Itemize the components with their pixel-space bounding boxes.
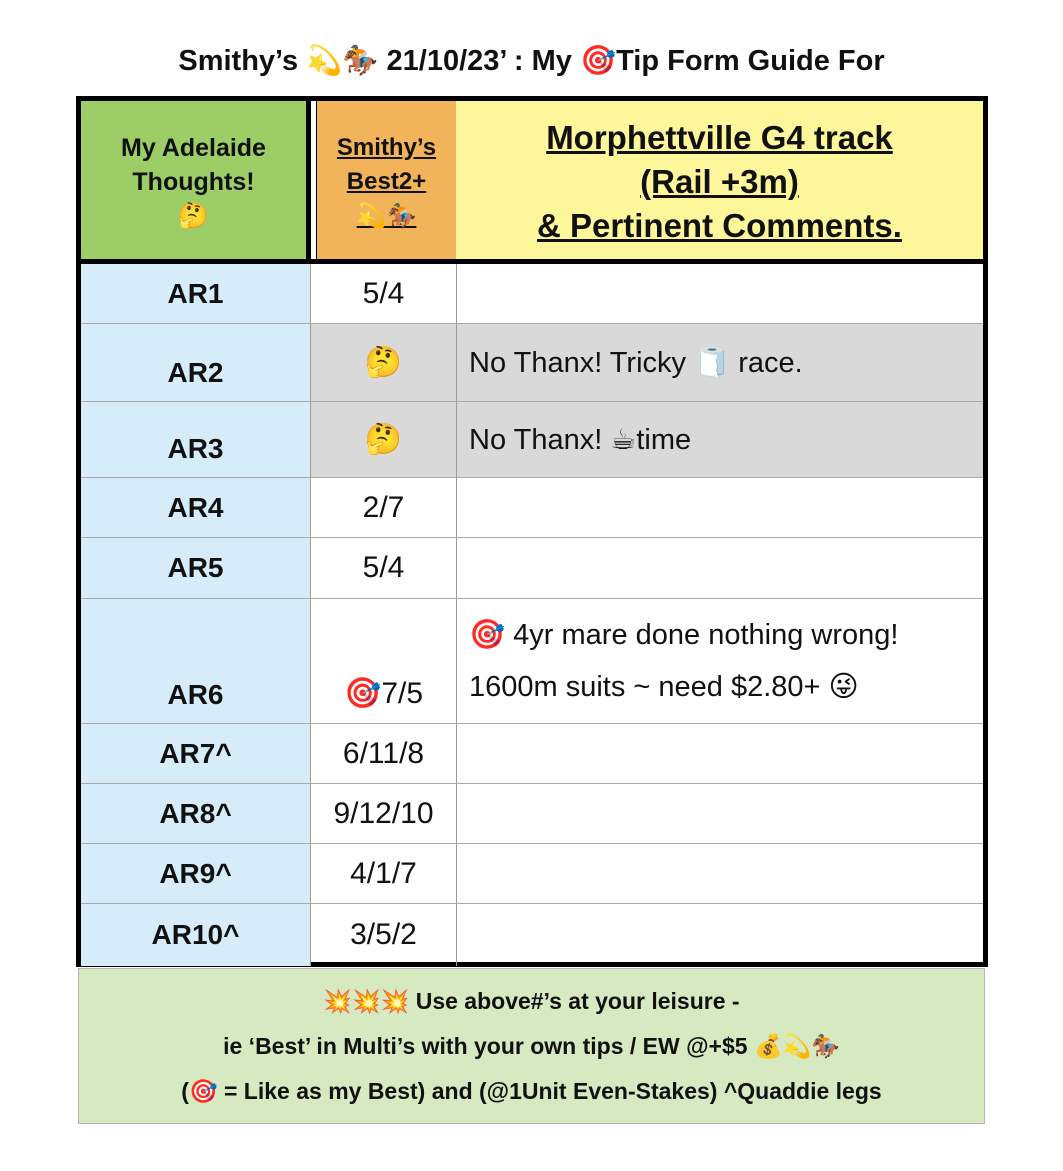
table-row — [81, 324, 983, 402]
header-thoughts-line2: Thoughts! — [132, 168, 255, 196]
race-comment-line: 1600m suits ~ need $2.80+ 😜 — [469, 671, 859, 703]
race-comment — [457, 402, 983, 477]
race-comment — [457, 844, 983, 903]
title-suffix: Tip Form Guide For — [616, 45, 885, 77]
best-picks: 3/5/2 — [311, 904, 457, 966]
race-comment — [457, 538, 983, 598]
best-picks: 🎯7/5 — [311, 599, 457, 723]
shooting-star-horse-racing-icon: 💫🏇 — [306, 43, 379, 77]
header-best-line2: Best2+ — [346, 168, 427, 195]
header-best-line1: Smithy’s — [336, 134, 437, 161]
race-comment — [457, 264, 983, 323]
shooting-star-horse-racing-icon: 💫🏇 — [356, 202, 417, 230]
target-icon: 🎯 — [579, 43, 617, 77]
thinking-face-icon: 🤔 — [177, 201, 210, 230]
best-picks: 4/1/7 — [311, 844, 457, 903]
race-comment — [457, 478, 983, 537]
best-picks: 6/11/8 — [311, 724, 457, 783]
thinking-face-icon: 🤔 — [311, 402, 457, 477]
race-comment-line: No Thanx! ☕time — [469, 423, 692, 456]
title-date: 21/10/23’ : My — [386, 45, 572, 77]
table-row — [81, 538, 983, 599]
race-label: AR10^ — [81, 904, 311, 966]
race-comment — [457, 599, 983, 723]
header-thoughts — [81, 101, 311, 263]
race-comment — [457, 904, 983, 966]
footer-line1: 💥💥💥 Use above#’s at your leisure - — [323, 987, 740, 1014]
tips-table — [76, 96, 988, 967]
race-label: AR8^ — [81, 784, 311, 843]
race-label: AR6 — [81, 599, 311, 723]
race-label: AR7^ — [81, 724, 311, 783]
footer-line3: (🎯 = Like as my Best) and (@1Unit Even-Stakes) ^Quaddie legs — [181, 1077, 882, 1104]
race-label: AR5 — [81, 538, 311, 598]
best-picks: 2/7 — [311, 478, 457, 537]
race-label: AR1 — [81, 264, 311, 323]
race-label: AR9^ — [81, 844, 311, 903]
footer-line2: ie ‘Best’ in Multi’s with your own tips / EW @+$5 💰💫🏇 — [223, 1032, 840, 1059]
race-label: AR3 — [81, 402, 311, 477]
header-best — [316, 101, 456, 263]
best-picks: 5/4 — [311, 264, 457, 323]
header-track-line2: (Rail +3m) — [640, 163, 799, 200]
best-picks: 9/12/10 — [311, 784, 457, 843]
race-comment-line: 🎯 4yr mare done nothing wrong! — [469, 619, 899, 651]
title-prefix: Smithy’s — [178, 45, 299, 77]
table-row — [81, 478, 983, 538]
table-row — [81, 599, 983, 724]
table-row — [81, 402, 983, 478]
table-row — [81, 784, 983, 844]
race-comment-line: No Thanx! Tricky 🧻 race. — [469, 346, 803, 379]
race-label: AR4 — [81, 478, 311, 537]
race-comment — [457, 784, 983, 843]
race-label: AR2 — [81, 324, 311, 401]
header-track-line3: & Pertinent Comments. — [537, 207, 902, 244]
header-track-line1: Morphettville G4 track — [546, 119, 893, 156]
header-track-comments — [456, 101, 983, 263]
table-row — [81, 844, 983, 904]
thinking-face-icon: 🤔 — [311, 324, 457, 401]
best-picks: 5/4 — [311, 538, 457, 598]
header-thoughts-line1: My Adelaide — [121, 134, 266, 162]
race-rows — [81, 264, 983, 966]
table-row — [81, 264, 983, 324]
table-row — [81, 724, 983, 784]
page-title — [0, 40, 1063, 81]
race-comment — [457, 324, 983, 401]
footer-notes — [78, 968, 985, 1124]
race-comment — [457, 724, 983, 783]
table-row — [81, 904, 983, 966]
